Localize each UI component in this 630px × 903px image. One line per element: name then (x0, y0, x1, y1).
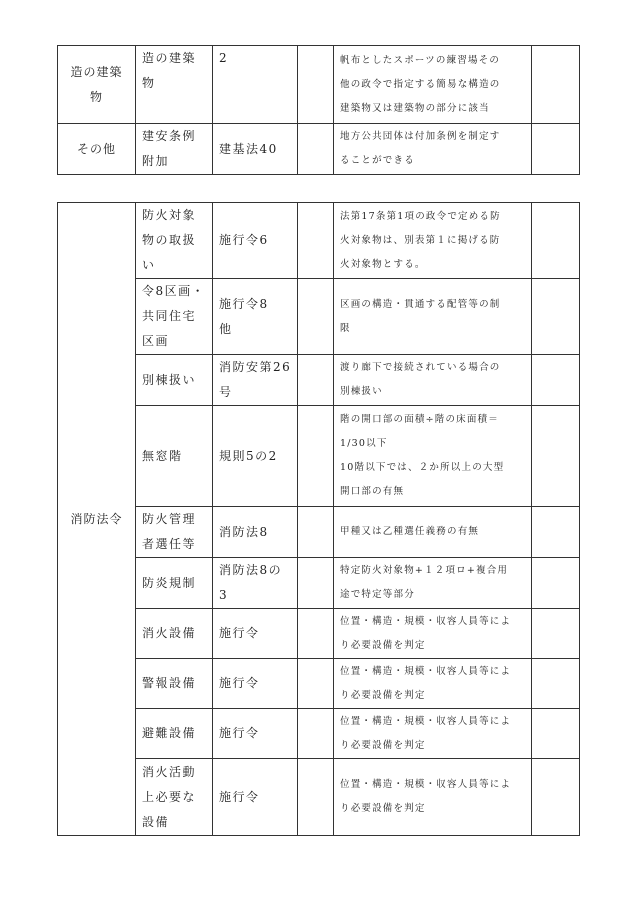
note-cell: 帆布としたスポーツの練習場その 他の政令で指定する簡易な構造の 建築物又は建築物の部分に該当 (334, 46, 532, 124)
table-row (58, 279, 580, 355)
law-cell: 消防法8の 3 (213, 558, 298, 609)
blank-cell (532, 124, 580, 175)
blank-cell (298, 709, 334, 759)
blank-cell (298, 759, 334, 836)
blank-cell (532, 507, 580, 558)
item-cell: 消火活動 上必要な 設備 (136, 759, 213, 836)
item-cell: 消火設備 (136, 609, 213, 659)
blank-cell (532, 355, 580, 406)
blank-cell (298, 203, 334, 279)
note-cell: 位置・構造・規模・収容人員等によ り必要設備を判定 (334, 609, 532, 659)
item-cell: 造の建築 物 (136, 46, 213, 124)
note-cell: 甲種又は乙種選任義務の有無 (334, 507, 532, 558)
note-cell: 渡り廊下で接続されている場合の 別棟扱い (334, 355, 532, 406)
item-cell: 避難設備 (136, 709, 213, 759)
regulation-table-building (57, 45, 580, 175)
item-cell: 防火管理 者選任等 (136, 507, 213, 558)
blank-cell (532, 609, 580, 659)
blank-cell (298, 46, 334, 124)
note-cell: 地方公共団体は付加条例を制定す ることができる (334, 124, 532, 175)
law-cell: 消防安第26 号 (213, 355, 298, 406)
law-cell: 規則5の2 (213, 406, 298, 507)
note-cell: 階の開口部の面積÷階の床面積＝ 1/30以下 10階以下では、２か所以上の大型 開口部の有無 (334, 406, 532, 507)
law-cell: 施行令 (213, 659, 298, 709)
table-row (58, 558, 580, 609)
table-row (58, 609, 580, 659)
law-cell: 2 (213, 46, 298, 124)
blank-cell (532, 759, 580, 836)
note-cell: 特定防火対象物+１２項ロ+複合用 途で特定等部分 (334, 558, 532, 609)
law-cell: 施行令 (213, 759, 298, 836)
law-cell: 施行令8 他 (213, 279, 298, 355)
table-row (58, 406, 580, 507)
blank-cell (298, 279, 334, 355)
table-row (58, 124, 580, 175)
category-cell: 造の建築 物 (58, 46, 136, 124)
table-row (58, 659, 580, 709)
blank-cell (298, 355, 334, 406)
item-cell: 防炎規制 (136, 558, 213, 609)
note-cell: 位置・構造・規模・収容人員等によ り必要設備を判定 (334, 659, 532, 709)
category-cell: その他 (58, 124, 136, 175)
law-cell: 施行令 (213, 609, 298, 659)
table-row (58, 709, 580, 759)
table-row (58, 203, 580, 279)
note-cell: 区画の構造・貫通する配管等の制 限 (334, 279, 532, 355)
table-row (58, 507, 580, 558)
note-cell: 法第17条第1項の政令で定める防 火対象物は、別表第１に掲げる防 火対象物とする。 (334, 203, 532, 279)
blank-cell (298, 124, 334, 175)
table-row (58, 46, 580, 124)
regulation-table-fire (57, 202, 580, 836)
law-cell: 消防法8 (213, 507, 298, 558)
blank-cell (532, 46, 580, 124)
blank-cell (298, 609, 334, 659)
item-cell: 建安条例 附加 (136, 124, 213, 175)
item-cell: 無窓階 (136, 406, 213, 507)
item-cell: 令8区画・ 共同住宅 区画 (136, 279, 213, 355)
blank-cell (532, 558, 580, 609)
blank-cell (298, 507, 334, 558)
law-cell: 建基法40 (213, 124, 298, 175)
blank-cell (532, 709, 580, 759)
blank-cell (532, 203, 580, 279)
item-cell: 警報設備 (136, 659, 213, 709)
blank-cell (532, 659, 580, 709)
item-cell: 別棟扱い (136, 355, 213, 406)
blank-cell (298, 659, 334, 709)
note-cell: 位置・構造・規模・収容人員等によ り必要設備を判定 (334, 709, 532, 759)
blank-cell (298, 558, 334, 609)
blank-cell (532, 279, 580, 355)
blank-cell (532, 406, 580, 507)
item-cell: 防火対象 物の取扱 い (136, 203, 213, 279)
law-cell: 施行令 (213, 709, 298, 759)
law-cell: 施行令6 (213, 203, 298, 279)
table-row (58, 355, 580, 406)
note-cell: 位置・構造・規模・収容人員等によ り必要設備を判定 (334, 759, 532, 836)
category-cell: 消防法令 (58, 203, 136, 836)
blank-cell (298, 406, 334, 507)
table-row (58, 759, 580, 836)
